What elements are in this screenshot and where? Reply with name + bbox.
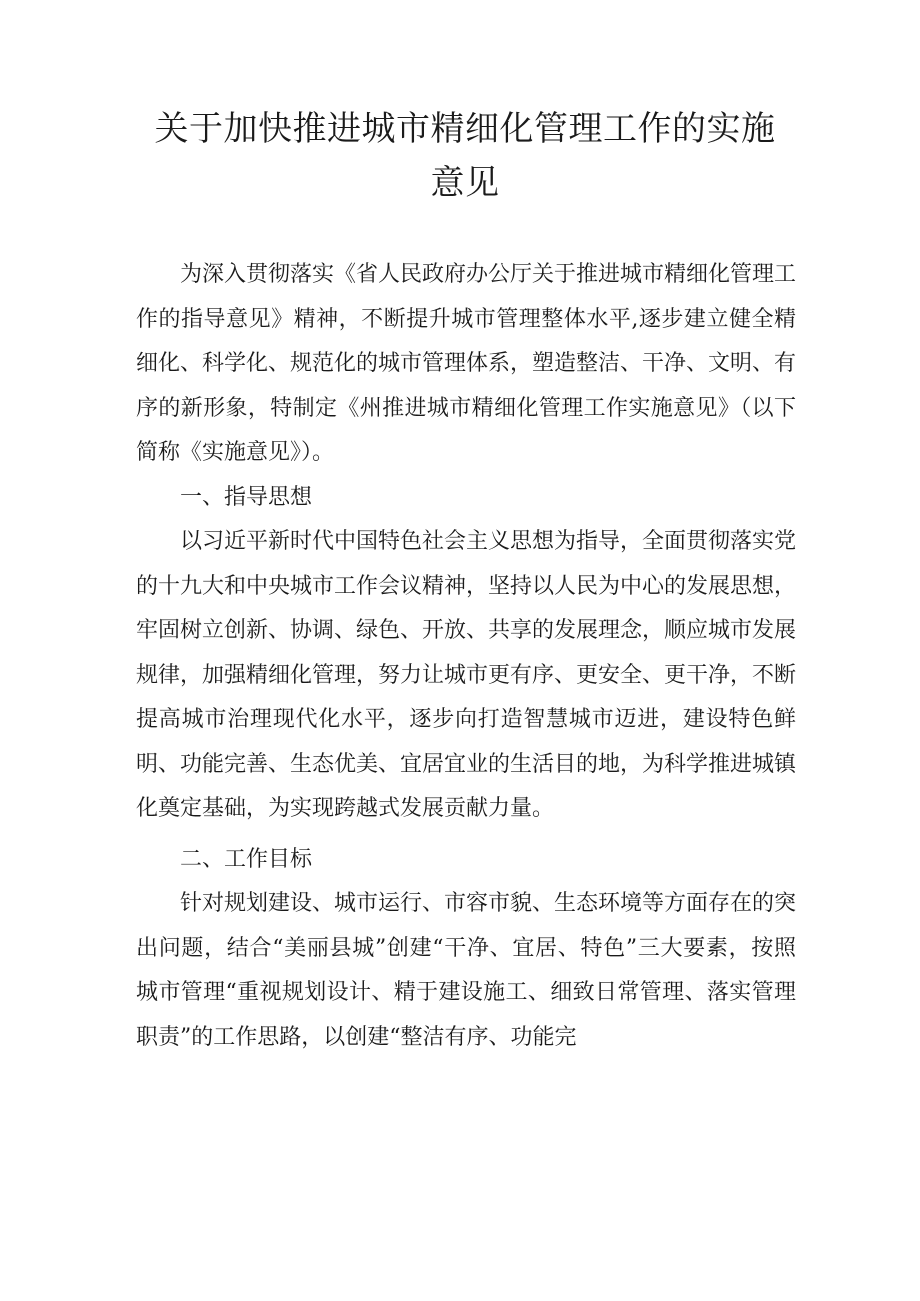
work-goals-paragraph: 针对规划建设、城市运行、市容市貌、生态环境等方面存在的突出问题，结合“美丽县城”创建“干净、宜居、特色”三大要素，按照城市管理“重视规划设计、精于建设施工、细致日常管理、落实管理职责”的工作思路，以创建“整洁有序、功能完 xyxy=(136,891,797,1050)
document-body xyxy=(136,253,796,1060)
intro-paragraph: 为深入贯彻落实《省人民政府办公厅关于推进城市精细化管理工作的指导意见》精神，不断提升城市管理整体水平,逐步建立健全精细化、科学化、规范化的城市管理体系，塑造整洁、干净、文明、有序的新形象，特制定《州推进城市精细化管理工作实施意见》（以下简称《实施意见》）。 xyxy=(136,262,797,465)
title-line-1: 关于加快推进城市精细化管理工作的实施 xyxy=(154,109,776,149)
guiding-ideology-paragraph: 以习近平新时代中国特色社会主义思想为指导，全面贯彻落实党的十九大和中央城市工作会议精神，坚持以人民为中心的发展思想，牢固树立创新、协调、绿色、开放、共享的发展理念，顺应城市发展规律，加强精细化管理，努力让城市更有序、更安全、更干净，不断提高城市治理现代化水平，逐步向打造智慧城市迈进，建设特色鲜明、功能完善、生态优美、宜居宜业的生活目的地，为科学推进城镇化奠定基础，为实现跨越式发展贡献力量。 xyxy=(136,529,797,821)
title-line-2: 意见 xyxy=(430,163,500,203)
section-heading-guiding-ideology: 一、指导思想 xyxy=(180,484,313,510)
section-heading-work-goals: 二、工作目标 xyxy=(180,846,313,872)
document-title xyxy=(120,102,810,210)
